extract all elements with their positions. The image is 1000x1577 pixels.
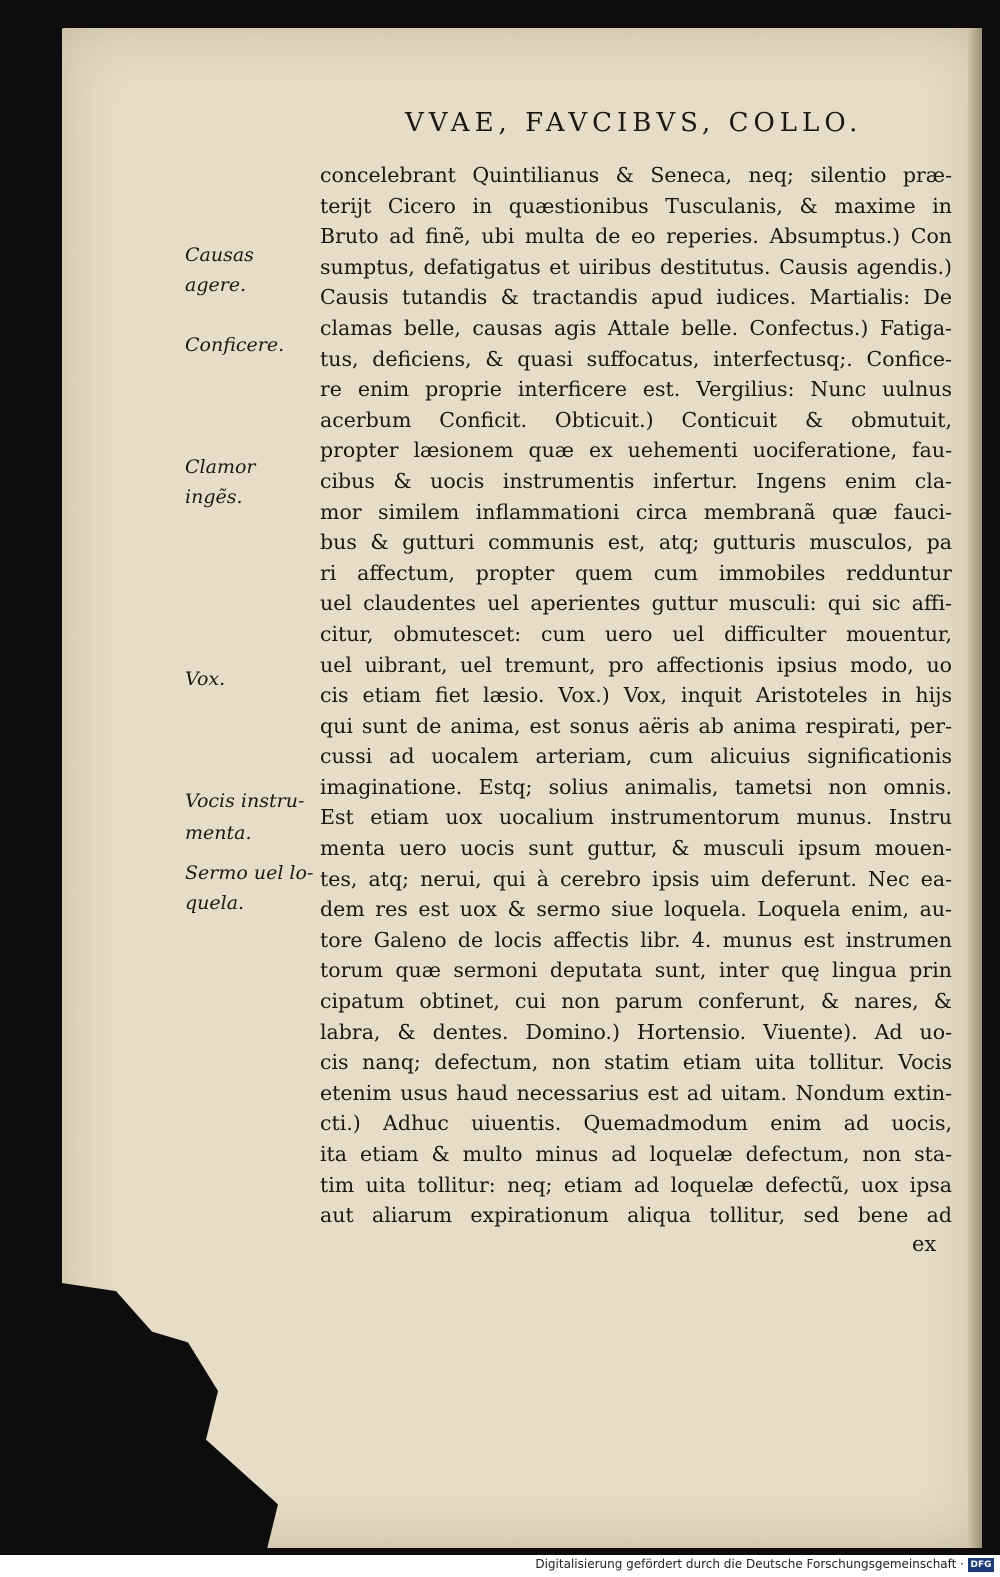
text-line: terijt Cicero in quæstionibus Tusculanis, & maxime in xyxy=(320,193,952,218)
text-line: etenim usus haud necessarius est ad uitam. Nondum extin- xyxy=(320,1080,952,1105)
text-line: sumptus, defatigatus et uiribus destitutus. Causis agendis.) xyxy=(320,254,952,279)
text-line: torum quæ sermoni deputata sunt, inter quę lingua prin xyxy=(320,958,952,983)
torn-corner xyxy=(62,1283,362,1553)
catchword: ex xyxy=(912,1232,937,1256)
margin-note: Causas agere. xyxy=(185,244,254,296)
text-line: tim uita tollitur: neq; etiam ad loquelæ defectũ, uox ipsa xyxy=(320,1172,952,1197)
text-line: re enim proprie interficere est. Vergilius: Nunc uulnus xyxy=(320,377,952,402)
margin-note: Sermo uel lo- xyxy=(185,862,314,884)
dfg-logo: DFG xyxy=(968,1558,994,1572)
text-line: menta uero uocis sunt guttur, & musculi ipsum mouen- xyxy=(320,836,952,861)
text-line: cipatum obtinet, cui non parum conferunt, & nares, & xyxy=(320,989,952,1014)
text-line: aut aliarum expirationum aliqua tollitur, sed bene ad xyxy=(320,1203,952,1228)
text-line: citur, obmutescet: cum uero uel difficulter mouentur, xyxy=(320,621,952,646)
text-line: cis nanq; defectum, non statim etiam uita tollitur. Vocis xyxy=(320,1050,952,1075)
text-line: imaginatione. Estq; solius animalis, tametsi non omnis. xyxy=(320,774,952,799)
margin-note: menta. xyxy=(185,822,252,844)
margin-note: Vocis instru- xyxy=(185,790,305,812)
text-line: Est etiam uox uocalium instrumentorum munus. Instru xyxy=(320,805,952,830)
margin-note: Clamor ingẽs. xyxy=(185,456,256,508)
text-line: dem res est uox & sermo siue loquela. Loquela enim, au- xyxy=(320,897,952,922)
text-line: ri affectum, propter quem cum immobiles redduntur xyxy=(320,560,952,585)
text-line: acerbum Conficit. Obticuit.) Conticuit & obmutuit, xyxy=(320,407,952,432)
text-line: tes, atq; nerui, qui à cerebro ipsis uim deferunt. Nec ea- xyxy=(320,866,952,891)
text-line: uel claudentes uel aperientes guttur musculi: qui sic affi- xyxy=(320,591,952,616)
body-text xyxy=(320,160,952,1231)
text-line: clamas belle, causas agis Attale belle. Confectus.) Fatiga- xyxy=(320,315,952,340)
margin-note: Conficere. xyxy=(185,334,285,356)
text-line: cibus & uocis instrumentis infertur. Ingens enim cla- xyxy=(320,468,952,493)
margin-note: Vox. xyxy=(185,668,226,690)
funding-notice: Digitalisierung gefördert durch die Deutsche Forschungsgemeinschaft · xyxy=(535,1557,964,1571)
text-line: bus & gutturi communis est, atq; gutturis musculos, pa xyxy=(320,530,952,555)
text-line: Causis tutandis & tractandis apud iudices. Martialis: De xyxy=(320,285,952,310)
text-line: cti.) Adhuc uiuentis. Quemadmodum enim ad uocis, xyxy=(320,1111,952,1136)
margin-note: quela. xyxy=(185,892,245,914)
text-line: qui sunt de anima, est sonus aëris ab anima respirati, per- xyxy=(320,713,952,738)
text-line: labra, & dentes. Domino.) Hortensio. Viuente). Ad uo- xyxy=(320,1019,952,1044)
text-line: cussi ad uocalem arteriam, cum alicuius significationis xyxy=(320,744,952,769)
text-line: propter læsionem quæ ex uehementi uociferatione, fau- xyxy=(320,438,952,463)
text-line: cis etiam fiet læsio. Vox.) Vox, inquit Aristoteles in hijs xyxy=(320,683,952,708)
text-line: uel uibrant, uel tremunt, pro affectionis ipsius modo, uo xyxy=(320,652,952,677)
page-edge xyxy=(968,28,982,1548)
text-line: tore Galeno de locis affectis libr. 4. munus est instrumen xyxy=(320,927,952,952)
text-line: concelebrant Quintilianus & Seneca, neq; silentio præ- xyxy=(320,163,952,187)
text-line: Bruto ad finẽ, ubi multa de eo reperies. Absumptus.) Con xyxy=(320,224,952,249)
text-line: mor similem inflammationi circa membranã quæ fauci- xyxy=(320,499,952,524)
running-header: VVAE, FAVCIBVS, COLLO. xyxy=(405,108,863,138)
text-line: ita etiam & multo minus ad loquelæ defectum, non sta- xyxy=(320,1142,952,1166)
footer-bar xyxy=(0,1555,1000,1577)
text-line: tus, deficiens, & quasi suffocatus, interfectusq;. Confice- xyxy=(320,346,952,371)
